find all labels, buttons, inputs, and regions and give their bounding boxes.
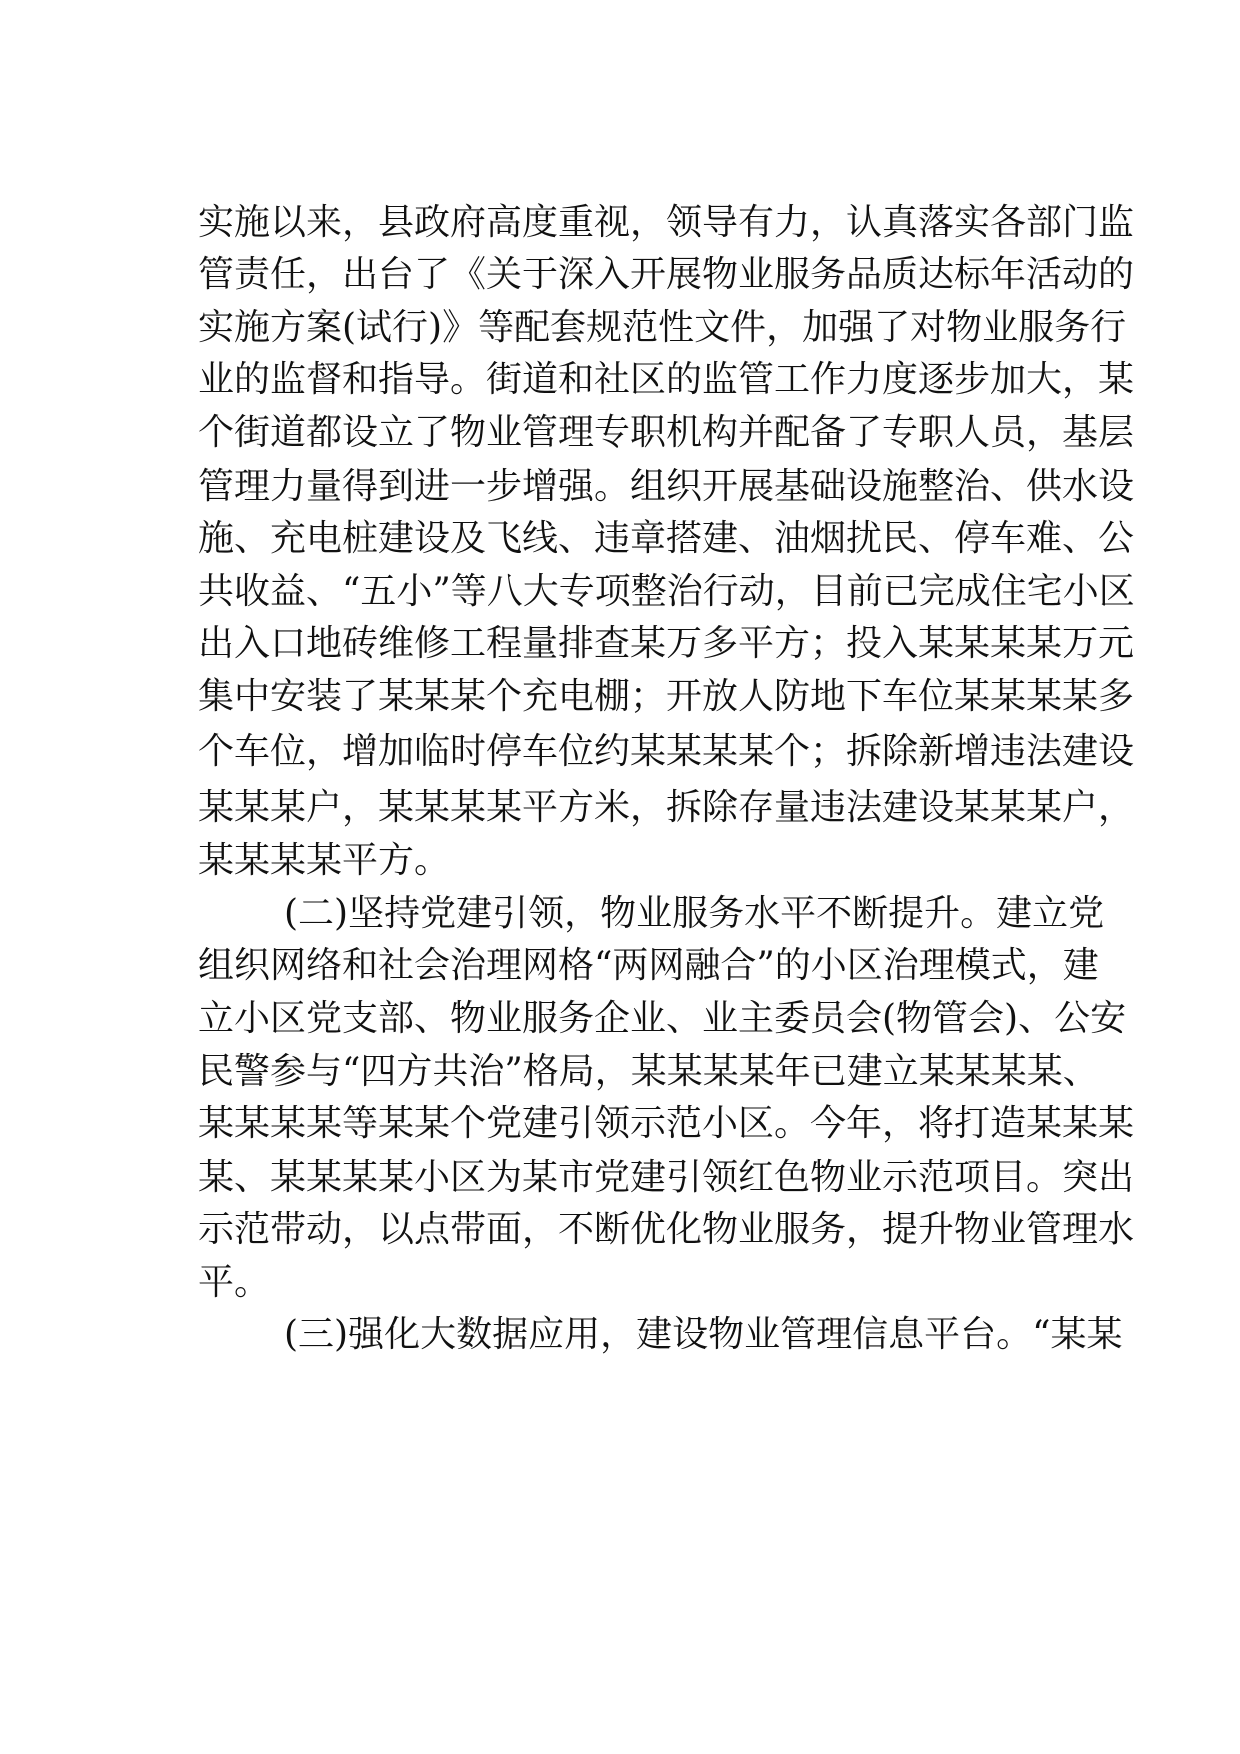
paragraph-line: (二)坚持党建引领，物业服务水平不断提升。建立党	[284, 893, 1105, 934]
paragraph-line: 个街道都设立了物业管理专职机构并配备了专职人员，基层	[198, 412, 1135, 453]
paragraph-line: 组织网络和社会治理网格“两网融合”的小区治理模式，建	[198, 945, 1099, 986]
paragraph-line: (三)强化大数据应用，建设物业管理信息平台。“某某	[284, 1314, 1123, 1355]
paragraph-line: 个车位，增加临时停车位约某某某某个；拆除新增违法建设	[198, 731, 1135, 772]
paragraph-line: 立小区党支部、物业服务企业、业主委员会(物管会)、公安	[198, 998, 1127, 1039]
paragraph-line: 某某某某平方。	[198, 840, 451, 881]
paragraph-line: 实施方案(试行)》等配套规范性文件，加强了对物业服务行	[198, 307, 1127, 348]
paragraph-line: 出入口地砖维修工程量排查某万多平方；投入某某某某万元	[198, 623, 1135, 664]
paragraph-line: 民警参与“四方共治”格局，某某某某年已建立某某某某、	[198, 1051, 1099, 1092]
paragraph-line: 某、某某某某小区为某市党建引领红色物业示范项目。突出	[198, 1157, 1135, 1198]
paragraph-line: 实施以来，县政府高度重视，领导有力，认真落实各部门监	[198, 202, 1135, 243]
paragraph-line: 某某某户，某某某某平方米，拆除存量违法建设某某某户，	[198, 787, 1135, 828]
paragraph-line: 某某某某等某某个党建引领示范小区。今年，将打造某某某	[198, 1103, 1135, 1144]
paragraph-line: 平。	[198, 1262, 271, 1303]
paragraph-line: 示范带动，以点带面，不断优化物业服务，提升物业管理水	[198, 1209, 1135, 1250]
paragraph-line: 管责任，出台了《关于深入开展物业服务品质达标年活动的	[198, 254, 1135, 295]
paragraph-line: 施、充电桩建设及飞线、违章搭建、油烟扰民、停车难、公	[198, 518, 1135, 559]
paragraph-line: 集中安装了某某某个充电棚；开放人防地下车位某某某某多	[198, 676, 1135, 717]
paragraph-line: 共收益、“五小”等八大专项整治行动，目前已完成住宅小区	[198, 571, 1135, 612]
paragraph-line: 业的监督和指导。街道和社区的监管工作力度逐步加大，某	[198, 359, 1135, 400]
paragraph-line: 管理力量得到进一步增强。组织开展基础设施整治、供水设	[198, 466, 1135, 507]
